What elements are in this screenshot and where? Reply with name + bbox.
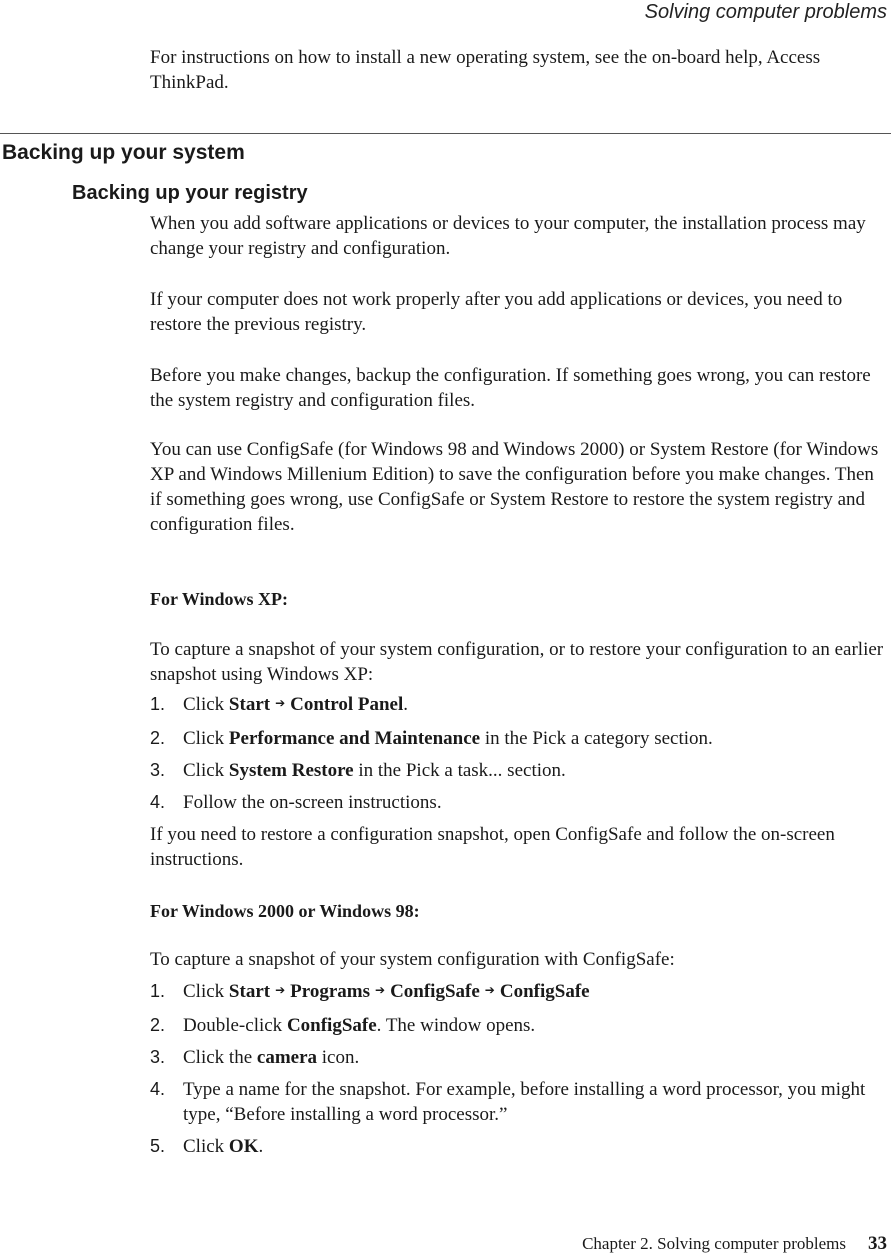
step-number: 1.: [150, 694, 166, 714]
list-item: 3. Click System Restore in the Pick a task... section.: [150, 760, 566, 781]
arrow-right-icon: ➔: [275, 696, 286, 710]
list-item: 4. Type a name for the snapshot. For example, before installing a word processor, you might type, “Before installing a word processor.”: [150, 1079, 866, 1125]
step-number: 2.: [150, 1015, 166, 1035]
step-number: 3.: [150, 1047, 166, 1067]
menu-path-performance: Performance and Maintenance: [228, 728, 481, 749]
arrow-right-icon: ➔: [375, 983, 386, 997]
menu-path-system-restore: System Restore: [228, 760, 354, 781]
step-number: 2.: [150, 728, 166, 748]
step-number: 4.: [150, 792, 166, 812]
xp-steps: [150, 692, 890, 822]
paragraph-backup-config: Before you make changes, backup the configuration. If something goes wrong, you can restore the system registry and configuration files.: [150, 365, 871, 411]
list-item: 4. Follow the on-screen instructions.: [150, 792, 442, 813]
step-number: 3.: [150, 760, 166, 780]
step-number: 4.: [150, 1079, 166, 1099]
xp-after: If you need to restore a configuration snapshot, open ConfigSafe and follow the on-screen instructions.: [150, 824, 835, 870]
list-item: 3. Click the camera icon.: [150, 1047, 360, 1068]
win2000-heading: For Windows 2000 or Windows 98:: [150, 901, 420, 921]
xp-heading: For Windows XP:: [150, 589, 289, 609]
bold-ok: OK: [228, 1136, 259, 1157]
menu-path-control-panel: Control Panel: [290, 694, 404, 715]
menu-path-configsafe-app: ConfigSafe: [499, 981, 590, 1002]
running-header: Solving computer problems: [644, 1, 887, 23]
xp-intro: To capture a snapshot of your system configuration, or to restore your configuration to an earlier snapshot using Windows XP:: [150, 639, 884, 685]
step-number: 1.: [150, 981, 166, 1001]
paragraph-registry-change: When you add software applications or devices to your computer, the installation process may change your registry and configuration.: [150, 213, 866, 259]
section-title: Backing up your system: [2, 141, 245, 164]
win2000-intro: To capture a snapshot of your system configuration with ConfigSafe:: [150, 949, 675, 970]
menu-path-configsafe-folder: ConfigSafe: [390, 981, 480, 1002]
bold-camera: camera: [256, 1047, 318, 1068]
menu-path-start: Start: [228, 981, 271, 1002]
subsection-title: Backing up your registry: [72, 182, 308, 204]
menu-path-programs: Programs: [290, 981, 370, 1002]
paragraph-configsafe: You can use ConfigSafe (for Windows 98 and Windows 2000) or System Restore (for Windows XP and Windows Millenium Edition) to save the configuration before you make changes. Then if something goes wrong, use ConfigSafe or System Restore to restore the system registry and configuration files.: [150, 439, 879, 535]
menu-path-start: Start: [228, 694, 271, 715]
arrow-right-icon: ➔: [484, 983, 495, 997]
section-divider: [0, 133, 891, 134]
page-number: 33: [868, 1233, 887, 1254]
list-item: 5. Click OK.: [150, 1136, 264, 1157]
footer-chapter: Chapter 2. Solving computer problems: [582, 1234, 846, 1253]
win2000-steps: [150, 979, 890, 1166]
intro-paragraph: For instructions on how to install a new operating system, see the on-board help, Access ThinkPad.: [150, 47, 821, 93]
step-number: 5.: [150, 1136, 166, 1156]
bold-configsafe: ConfigSafe: [286, 1015, 377, 1036]
list-item: 1. Click Start ➔ Programs ➔ ConfigSafe ➔ ConfigSafe: [150, 979, 890, 1006]
list-item: 1. Click Start ➔ Control Panel.: [150, 692, 890, 719]
arrow-right-icon: ➔: [275, 983, 286, 997]
page-footer: [582, 1232, 887, 1256]
list-item: 2. Click Performance and Maintenance in the Pick a category section.: [150, 728, 713, 749]
list-item: 2. Double-click ConfigSafe. The window opens.: [150, 1015, 536, 1036]
paragraph-restore-registry: If your computer does not work properly after you add applications or devices, you need to restore the previous registry.: [150, 289, 843, 335]
